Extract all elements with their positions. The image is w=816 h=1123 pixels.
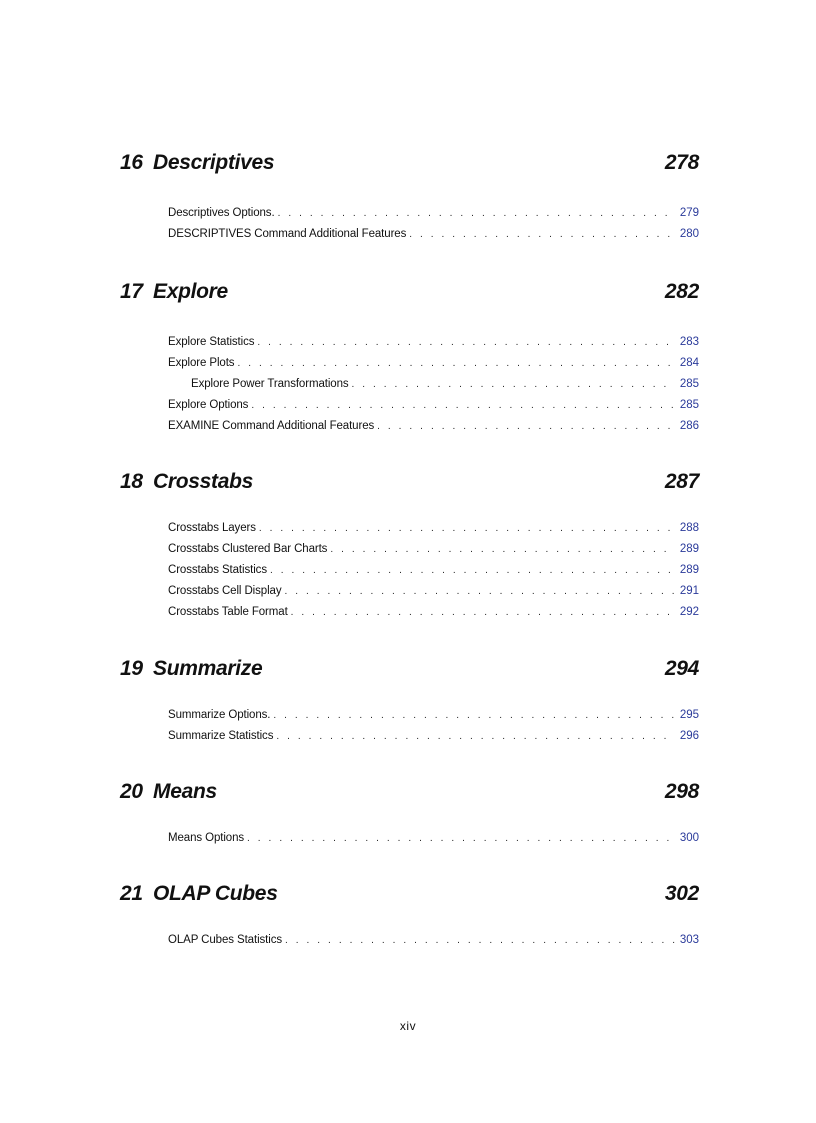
toc-entry[interactable] xyxy=(168,705,699,726)
toc-entry[interactable] xyxy=(168,581,699,602)
chapter-title[interactable]: Summarize xyxy=(153,657,263,680)
toc-entry[interactable] xyxy=(168,203,699,224)
dot-leader xyxy=(285,930,675,951)
chapter-title[interactable]: Explore xyxy=(153,280,228,303)
entry-label: Explore Plots xyxy=(168,357,235,369)
chapter-title[interactable]: Crosstabs xyxy=(153,470,254,493)
entry-page-link[interactable]: 289 xyxy=(679,543,699,555)
chapter-entries xyxy=(168,203,699,245)
entry-page-link[interactable]: 285 xyxy=(679,399,699,411)
dot-leader xyxy=(257,332,675,353)
toc-subentry[interactable] xyxy=(168,374,699,395)
toc-entry[interactable] xyxy=(168,930,699,951)
entry-label: EXAMINE Command Additional Features xyxy=(168,420,375,432)
entry-label: Summarize Statistics xyxy=(168,730,274,742)
dot-leader xyxy=(284,581,675,602)
dot-leader xyxy=(409,224,675,245)
chapter-number: 20 xyxy=(120,780,143,803)
chapter-entries xyxy=(168,518,699,623)
chapter-18 xyxy=(120,468,699,618)
entry-label: Explore Power Transformations xyxy=(191,378,349,390)
dot-leader xyxy=(377,416,675,437)
chapter-entries xyxy=(168,332,699,437)
dot-leader xyxy=(352,374,675,395)
page-folio: xiv xyxy=(399,1019,417,1033)
entry-label: Crosstabs Statistics xyxy=(168,564,267,576)
chapter-19 xyxy=(120,655,699,742)
chapter-heading xyxy=(120,778,699,806)
toc-entry[interactable] xyxy=(168,416,699,437)
entry-label: Means Options xyxy=(168,832,245,844)
chapter-number: 17 xyxy=(120,280,143,303)
entry-page-link[interactable]: 285 xyxy=(679,378,699,390)
chapter-entries xyxy=(168,828,699,849)
toc-entry[interactable] xyxy=(168,332,699,353)
toc-entry[interactable] xyxy=(168,395,699,416)
dot-leader xyxy=(273,705,675,726)
dot-leader xyxy=(330,539,675,560)
chapter-heading xyxy=(120,655,699,683)
entry-label: Crosstabs Layers xyxy=(168,522,256,534)
chapter-page-number[interactable]: 287 xyxy=(664,470,699,493)
toc-entry[interactable] xyxy=(168,539,699,560)
chapter-title[interactable]: Descriptives xyxy=(153,151,275,174)
entry-page-link[interactable]: 286 xyxy=(679,420,699,432)
chapter-20 xyxy=(120,778,699,844)
chapter-page-number[interactable]: 302 xyxy=(664,882,699,905)
dot-leader xyxy=(270,560,675,581)
toc-entry[interactable] xyxy=(168,828,699,849)
chapter-heading xyxy=(120,880,699,908)
entry-label: Crosstabs Table Format xyxy=(168,606,288,618)
toc-entry[interactable] xyxy=(168,353,699,374)
dot-leader xyxy=(259,518,675,539)
toc-entry[interactable] xyxy=(168,224,699,245)
entry-page-link[interactable]: 292 xyxy=(679,606,699,618)
chapter-21 xyxy=(120,880,699,946)
entry-page-link[interactable]: 283 xyxy=(679,336,699,348)
chapter-entries xyxy=(168,930,699,951)
chapter-heading xyxy=(120,468,699,496)
toc-entry[interactable] xyxy=(168,602,699,623)
chapter-page-number[interactable]: 294 xyxy=(664,657,699,680)
entry-page-link[interactable]: 291 xyxy=(679,585,699,597)
entry-label: DESCRIPTIVES Command Additional Features xyxy=(168,228,407,240)
dot-leader xyxy=(251,395,675,416)
entry-page-link[interactable]: 284 xyxy=(679,357,699,369)
entry-page-link[interactable]: 296 xyxy=(679,730,699,742)
chapter-page-number[interactable]: 278 xyxy=(664,151,699,174)
chapter-number: 21 xyxy=(120,882,143,905)
chapter-page-number[interactable]: 282 xyxy=(664,280,699,303)
chapter-number: 16 xyxy=(120,151,143,174)
chapter-page-number[interactable]: 298 xyxy=(664,780,699,803)
chapter-heading xyxy=(120,278,699,306)
chapter-number: 18 xyxy=(120,470,143,493)
entry-page-link[interactable]: 289 xyxy=(679,564,699,576)
dot-leader xyxy=(237,353,675,374)
chapter-16 xyxy=(120,149,699,240)
entry-label: Descriptives Options. xyxy=(168,207,275,219)
chapter-number: 19 xyxy=(120,657,143,680)
entry-label: OLAP Cubes Statistics xyxy=(168,934,283,946)
toc-entry[interactable] xyxy=(168,518,699,539)
entry-page-link[interactable]: 279 xyxy=(679,207,699,219)
dot-leader xyxy=(291,602,675,623)
chapter-title[interactable]: OLAP Cubes xyxy=(153,882,278,905)
entry-label: Crosstabs Cell Display xyxy=(168,585,282,597)
entry-label: Summarize Options. xyxy=(168,709,271,721)
entry-page-link[interactable]: 295 xyxy=(679,709,699,721)
dot-leader xyxy=(278,203,675,224)
entry-label: Crosstabs Clustered Bar Charts xyxy=(168,543,328,555)
toc-entry[interactable] xyxy=(168,726,699,747)
chapter-17 xyxy=(120,278,699,432)
entry-page-link[interactable]: 303 xyxy=(679,934,699,946)
chapter-heading xyxy=(120,149,699,177)
entry-page-link[interactable]: 280 xyxy=(679,228,699,240)
dot-leader xyxy=(276,726,675,747)
entry-label: Explore Statistics xyxy=(168,336,255,348)
chapter-entries xyxy=(168,705,699,747)
entry-label: Explore Options xyxy=(168,399,249,411)
dot-leader xyxy=(247,828,675,849)
chapter-title[interactable]: Means xyxy=(153,780,217,803)
toc-entry[interactable] xyxy=(168,560,699,581)
entry-page-link[interactable]: 300 xyxy=(679,832,699,844)
entry-page-link[interactable]: 288 xyxy=(679,522,699,534)
